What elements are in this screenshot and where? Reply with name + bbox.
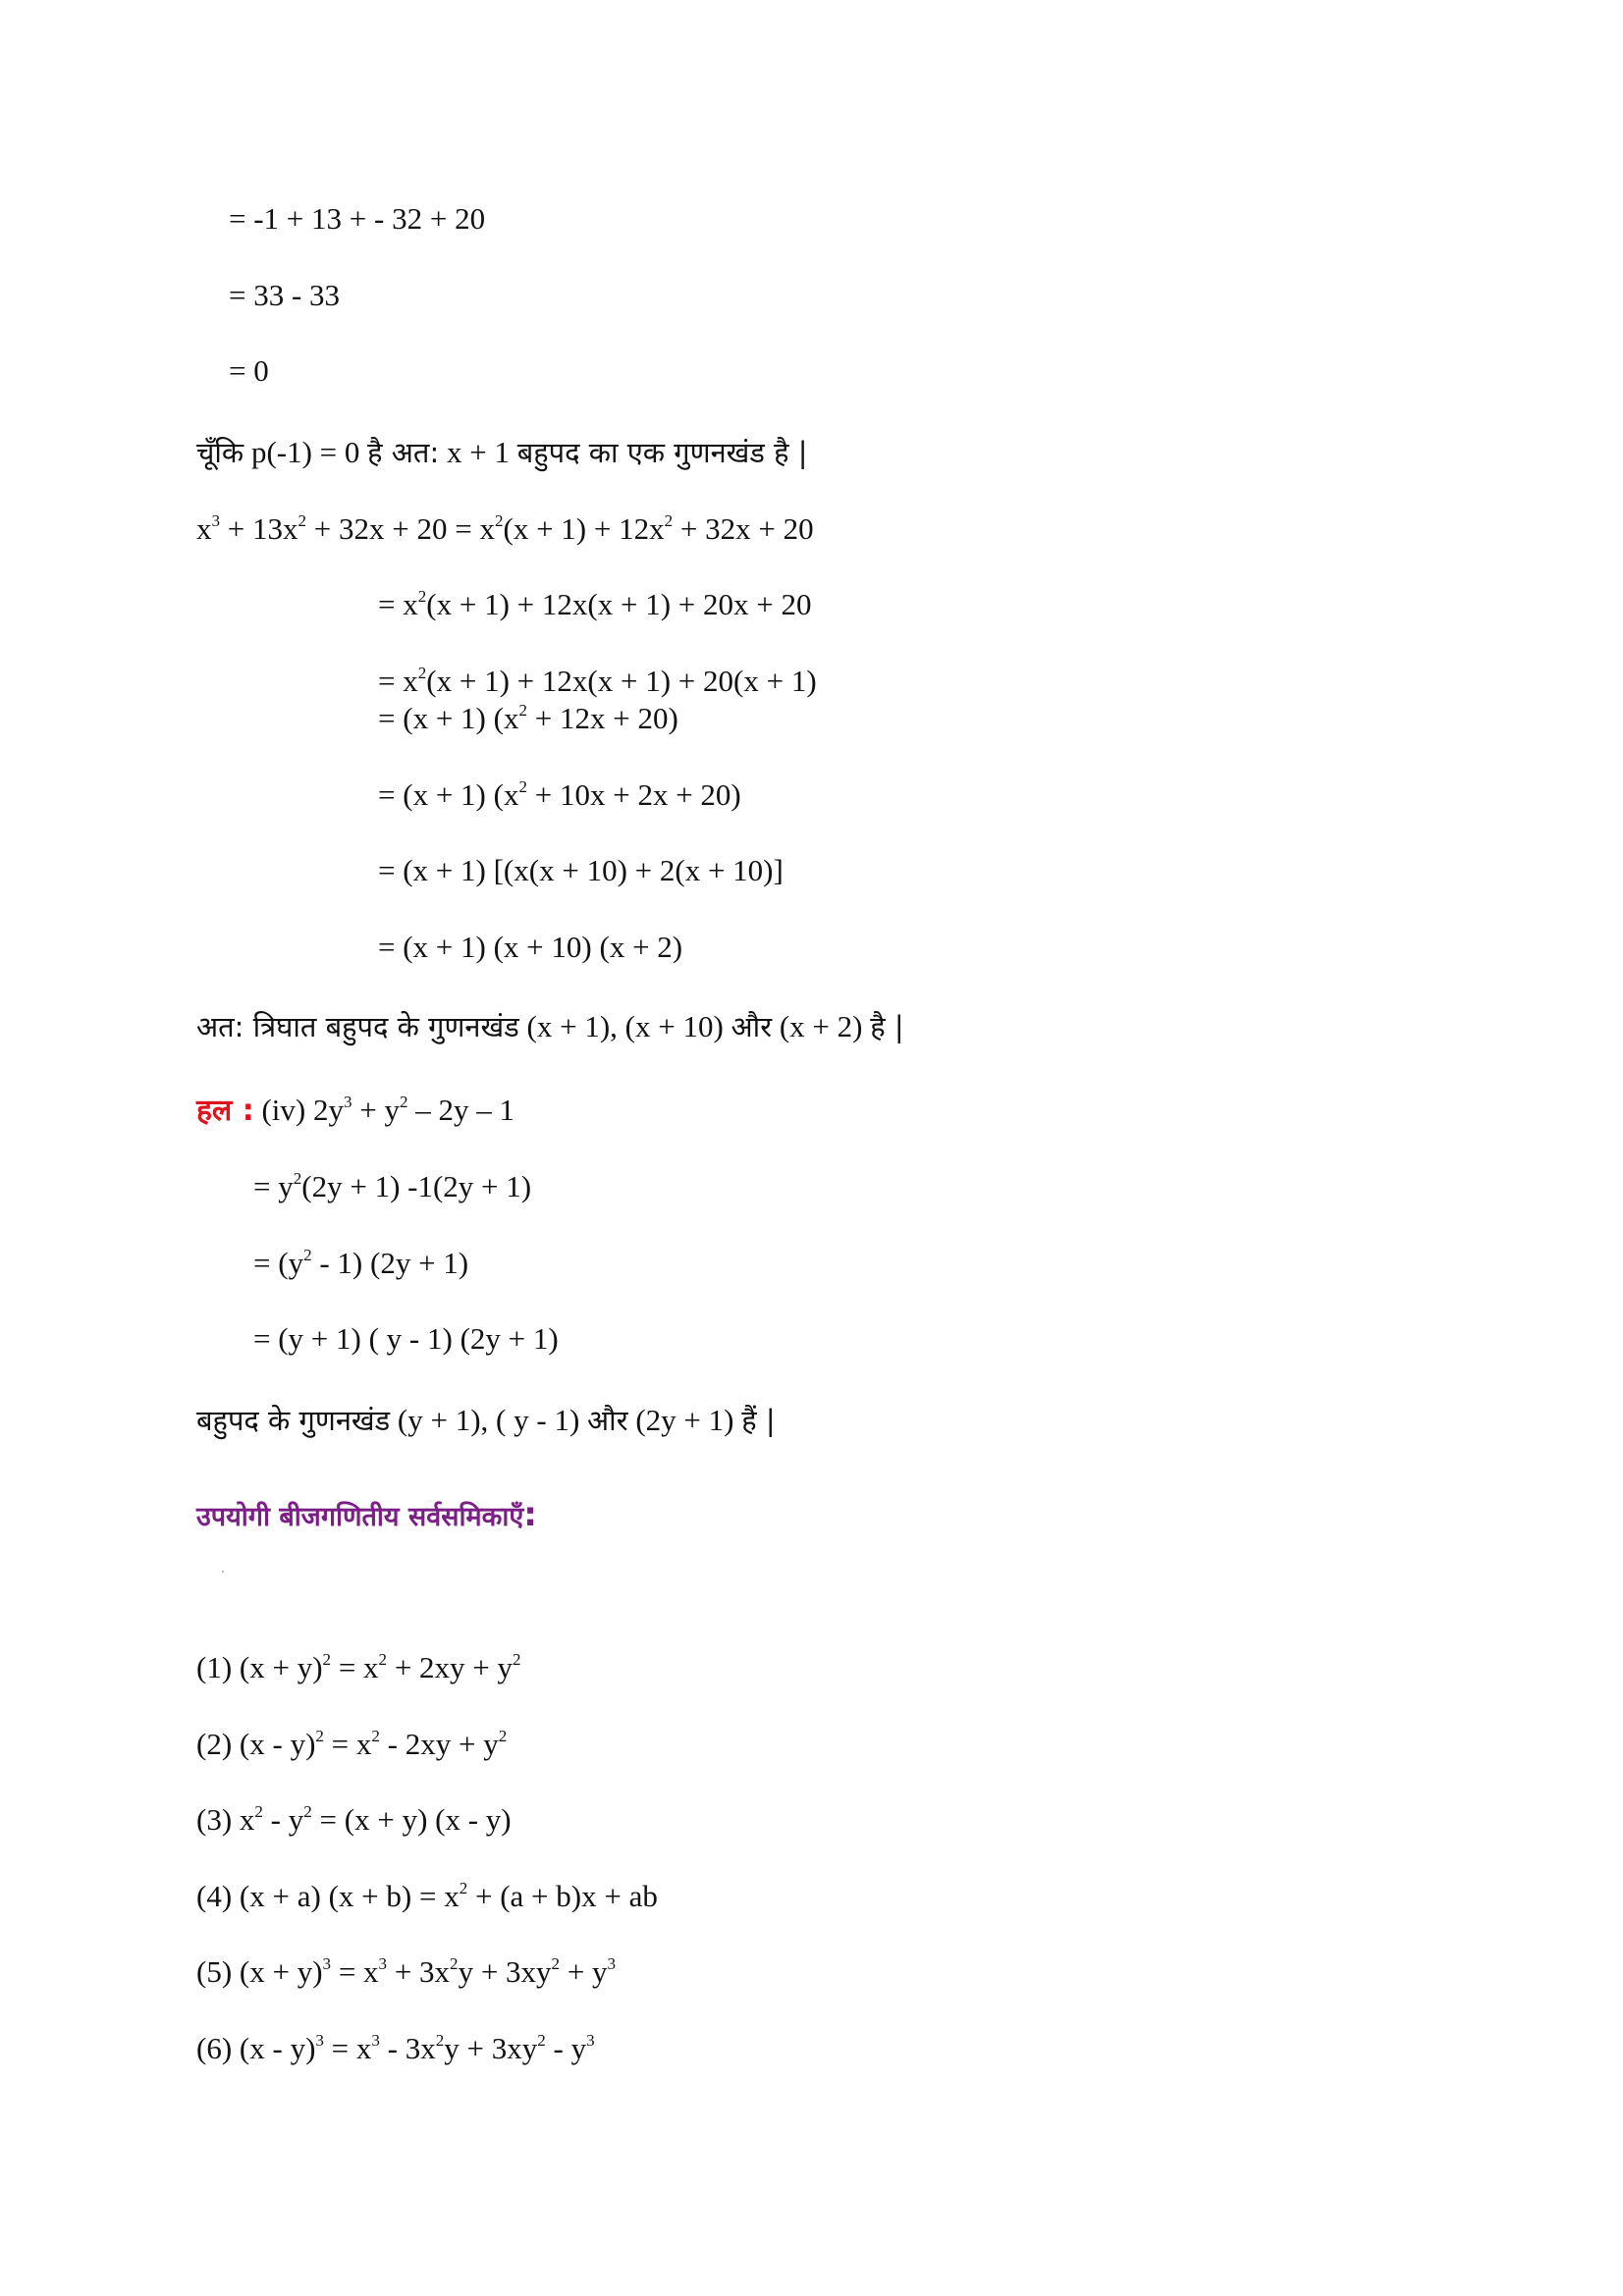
identity-item: (3) $x^2 - y^2 = (x + y)$ (x - y) xyxy=(196,1802,512,1837)
solution-problem: (iv) $2y^3 + y^2 - 2y - 1$ xyxy=(261,1093,515,1127)
conclusion-text: और xyxy=(587,1404,628,1437)
poly-conclusion xyxy=(196,1405,776,1435)
identity-item: (1) $(x + y)^2 = x^2 + 2xy + y^2$ xyxy=(196,1650,521,1684)
conclusion-text: और xyxy=(730,1010,773,1043)
identities-heading xyxy=(196,1495,537,1534)
conclusion-text: अत: त्रिघात बहुपद के गुणनखंड xyxy=(196,1010,519,1043)
conclusion-text: चूँकि xyxy=(196,436,244,469)
conclusion-math: (2y + 1) xyxy=(635,1403,734,1437)
conclusion-math: x + 1 xyxy=(446,435,510,469)
factor-step: = (x + 1) (x + 10) (x + 2) xyxy=(378,930,683,964)
conclusion-math: (x + 2) xyxy=(779,1009,863,1043)
factor-step: = (x + 1) $(x^2 + 12x + 20)$ xyxy=(378,701,678,735)
solution-step: = $(y^2 - 1) (2y + 1)$ xyxy=(253,1246,469,1280)
conclusion-math: (x + 1), (x + 10) xyxy=(526,1009,724,1043)
identity-item: (4) (x + a) $(x + b) = x^2 + (a + b)x$ + ab xyxy=(196,1879,658,1913)
conclusion-text: है अत: xyxy=(367,436,440,469)
root-conclusion xyxy=(196,437,808,467)
factor-lhs: $x^3 + 13x^2 + 32x + 20$ xyxy=(196,511,448,546)
factor-rhs: = $x^2(x + 1) + 12x^2 + 32x + 20$ xyxy=(455,511,814,546)
conclusion-text: हैं | xyxy=(741,1404,776,1437)
identities-heading-colon: : xyxy=(523,1495,537,1534)
conclusion-math: (y + 1), ( y - 1) xyxy=(397,1403,580,1437)
conclusion-text: बहुपद का एक गुणनखंड है | xyxy=(516,436,808,469)
solution-iv-header xyxy=(196,1095,514,1126)
identity-item: (2) $(x - y)^2 = x^2 - 2xy + y^2$ xyxy=(196,1727,508,1761)
solution-label: हल : xyxy=(196,1094,254,1128)
identities-heading-text: उपयोगी बीजगणितीय सर्वसमिकाएँ xyxy=(196,1502,524,1532)
factor-step: = $x^2(x + 1) + 12x(x + 1) + 20x + 20$ xyxy=(378,587,812,621)
factor-step: = (x + 1) [(x(x + 10) + 2(x + 10)] xyxy=(378,853,784,887)
factor-step: = (x + 1) $(x^2 + 10x + 2x + 20)$ xyxy=(378,777,741,812)
conclusion-text: है | xyxy=(870,1010,904,1043)
cubic-conclusion xyxy=(196,1011,904,1041)
eval-line-1: = -1 + 13 + - 32 + 20 xyxy=(229,201,486,236)
conclusion-text: बहुपद के गुणनखंड xyxy=(196,1404,391,1437)
eval-line-3: = 0 xyxy=(229,353,269,388)
stray-dot xyxy=(222,1571,224,1573)
identity-item: (5) $(x + y)^3 = x^3 + 3x^2y + 3xy^2 + y^3$ xyxy=(196,1954,617,1989)
eval-line-2: = 33 - 33 xyxy=(229,278,341,312)
factor-step-first xyxy=(196,513,814,544)
solution-step: = (y + 1) ( y - 1) (2y + 1) xyxy=(253,1321,559,1356)
factor-step: = $x^2(x + 1) + 12x(x + 1) + 20(x + 1)$ xyxy=(378,664,817,698)
conclusion-math: p(-1) = 0 xyxy=(250,435,360,469)
solution-step: = $y^2(2y + 1) -1(2y + 1)$ xyxy=(253,1169,532,1203)
identity-item: (6) $(x - y)^3 = x^3 - 3x^2y + 3xy^2 - y^3$ xyxy=(196,2031,595,2065)
